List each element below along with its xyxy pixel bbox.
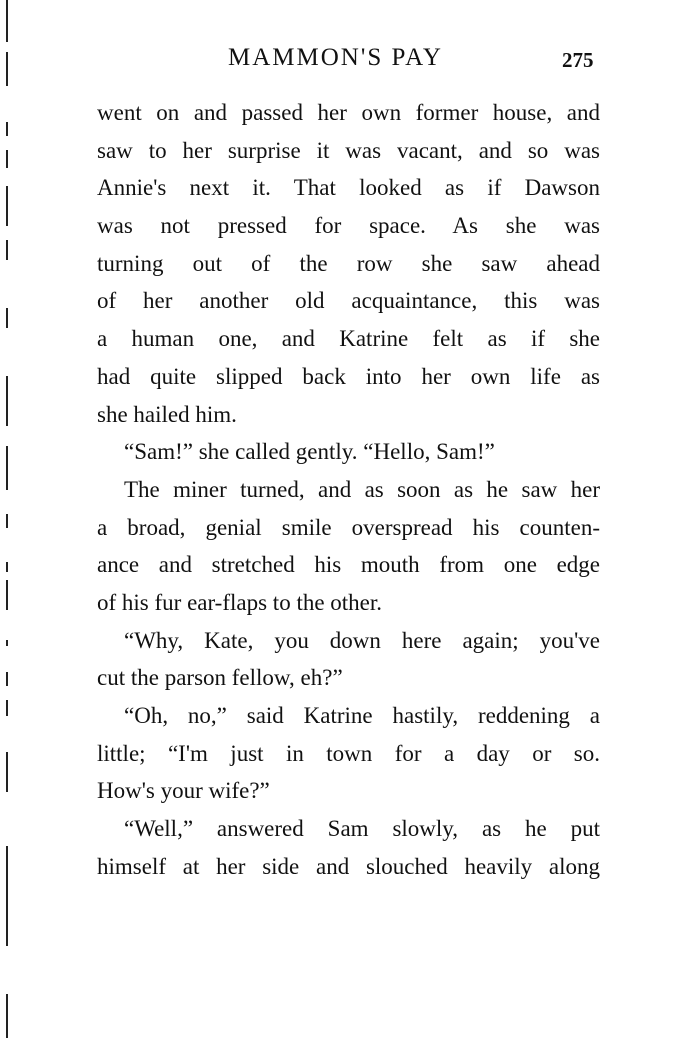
text-line: was not pressed for space. As she was	[97, 213, 600, 239]
text-line: of his fur ear-flaps to the other.	[97, 589, 383, 615]
text-line: she hailed him.	[97, 401, 237, 427]
text-line: ance and stretched his mouth from one edge	[97, 552, 600, 578]
text-line: saw to her surprise it was vacant, and so was	[97, 137, 600, 163]
text-line: cut the parson fellow, eh?”	[97, 665, 343, 691]
text-line: a human one, and Katrine felt as if she	[97, 326, 600, 352]
text-line: “Oh, no,” said Katrine hastily, reddening a	[124, 703, 600, 728]
text-line: himself at her side and slouched heavily along	[97, 853, 600, 879]
text-line: The miner turned, and as soon as he saw her	[124, 476, 600, 502]
text-line: “Sam!” she called gently. “Hello, Sam!”	[124, 439, 495, 465]
text-line: “Why, Kate, you down here again; you've	[124, 627, 600, 653]
text-line: turning out of the row she saw ahead	[97, 250, 600, 276]
text-line: of her another old acquaintance, this was	[97, 288, 600, 314]
body-text	[97, 94, 600, 885]
text-line: Annie's next it. That looked as if Dawson	[97, 175, 600, 201]
text-line: a broad, genial smile overspread his counten-	[97, 514, 600, 540]
page-number: 275	[562, 48, 594, 72]
text-line: had quite slipped back into her own life as	[97, 363, 600, 389]
text-line: little; “I'm just in town for a day or so.	[97, 740, 600, 766]
text-line: How's your wife?”	[97, 778, 270, 804]
text-line: went on and passed her own former house, and	[97, 100, 600, 125]
page-gutter-marks	[6, 0, 9, 1040]
page-header	[0, 44, 686, 78]
running-title: MAMMON'S PAY	[228, 44, 443, 71]
text-line: “Well,” answered Sam slowly, as he put	[124, 816, 600, 842]
